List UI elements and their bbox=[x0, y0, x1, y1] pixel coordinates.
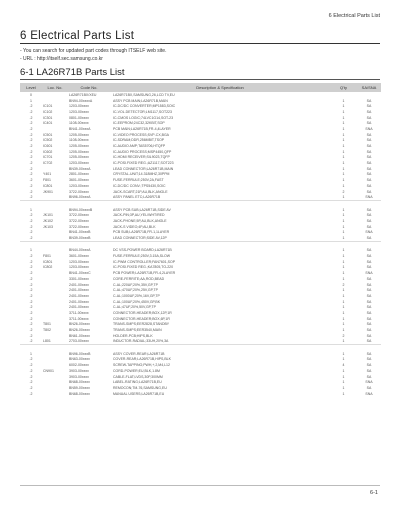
cell-code-no: 3601-00xxxx bbox=[69, 178, 89, 183]
cell-description: SCREW-TAPPING;PWH,+,2,M4,L12 bbox=[113, 363, 170, 368]
cell-description: LA26R71BX,SAMSUNG,26,LCD TV,EU bbox=[113, 92, 175, 97]
cell-code-no: 2401-00xxxx bbox=[69, 305, 89, 310]
cell-code-no: 2401-00xxxx bbox=[69, 282, 89, 287]
cell-description: IC-HDMI RECEIVER;SIL9023,TQFP bbox=[113, 155, 170, 160]
cell-description: PCB MAIN;LA26R71B,FR-4,4LAYER bbox=[113, 126, 171, 131]
cell-qty: 1 bbox=[342, 385, 345, 390]
table-body bbox=[20, 92, 381, 396]
cell-qty: 1 bbox=[342, 305, 345, 310]
cell-loc-no: CN901 bbox=[43, 368, 54, 373]
cell-qty: 1 bbox=[342, 248, 345, 253]
cell-code-no: 1205-00xxxx bbox=[69, 132, 89, 137]
cell-code-no: 2401-00xxxx bbox=[69, 299, 89, 304]
cell-qty: 1 bbox=[342, 155, 345, 160]
cell-sa-sna: SNA bbox=[365, 195, 373, 200]
cell-description: PCB SUB;LA26R71B,FR-1,1LAYER bbox=[113, 230, 170, 235]
cell-level: .2 bbox=[29, 138, 33, 143]
cell-description: IC-PWM CONTROLLER;FAN7601,SOP bbox=[113, 259, 176, 264]
cell-level: 1 bbox=[30, 207, 32, 212]
cell-level: .2 bbox=[29, 195, 33, 200]
cell-sa-sna: SA bbox=[366, 218, 372, 223]
cell-qty: 1 bbox=[342, 368, 345, 373]
cell-loc-no: IC401 bbox=[43, 121, 53, 126]
cell-code-no: 3711-00xxxx bbox=[69, 316, 89, 321]
cell-loc-no: F801 bbox=[43, 178, 51, 183]
header-code-no: Code No. bbox=[68, 83, 110, 92]
cell-qty: 1 bbox=[342, 104, 345, 109]
cell-level: .2 bbox=[29, 213, 33, 218]
cell-description: ASSY PCB MAIN;LA26R71B,MAIN bbox=[113, 98, 168, 103]
cell-level: .2 bbox=[29, 155, 33, 160]
cell-description: TRANS-SMPS;EER3540,MAIN bbox=[113, 328, 162, 333]
cell-qty: 4 bbox=[342, 363, 345, 368]
cell-code-no: BN68-00xxxx bbox=[69, 391, 90, 396]
cell-level: .2 bbox=[29, 374, 33, 379]
cell-description: LABEL-RATING;LA26R71B,EU bbox=[113, 380, 162, 385]
cell-description: C-AL;1000UF,20%,16V,GP,TP bbox=[113, 293, 160, 298]
cell-level: .2 bbox=[29, 144, 33, 149]
cell-code-no: 3301-00xxxx bbox=[69, 276, 89, 281]
cell-sa-sna: SA bbox=[366, 132, 372, 137]
cell-qty: 1 bbox=[342, 218, 345, 223]
cell-sa-sna: SNA bbox=[365, 271, 373, 276]
cell-description: C-AL;220UF,20%,35V,GP,TP bbox=[113, 282, 158, 287]
cell-qty: 1 bbox=[342, 374, 345, 379]
cell-code-no: 2801-00xxxx bbox=[69, 172, 89, 177]
parts-table-wrap bbox=[20, 83, 381, 396]
cell-level: .2 bbox=[29, 310, 33, 315]
section-title: 6 Electrical Parts List bbox=[20, 30, 135, 42]
cell-level: .2 bbox=[29, 218, 33, 223]
cell-loc-no: IC601 bbox=[43, 144, 53, 149]
cell-level: .2 bbox=[29, 357, 33, 362]
page-number: 6-1 bbox=[370, 490, 378, 496]
cell-qty: 1 bbox=[342, 328, 345, 333]
cell-qty: 1 bbox=[342, 351, 345, 356]
cell-description: IC-POSI.FIXED REG.;KA7805,TO-220 bbox=[113, 265, 174, 270]
parts-table bbox=[20, 83, 381, 396]
cell-code-no: 3903-00xxxx bbox=[69, 374, 89, 379]
cell-level: .2 bbox=[29, 380, 33, 385]
cell-sa-sna: SA bbox=[366, 98, 372, 103]
cell-description: C-AL;100UF,20%,450V,GP,BK bbox=[113, 299, 161, 304]
cell-sa-sna: SA bbox=[366, 138, 372, 143]
cell-level: .2 bbox=[29, 363, 33, 368]
cell-code-no: BN94-00xxxxB bbox=[69, 207, 93, 212]
cell-description: CONNECTOR-HEADER;BOX,12P,1R bbox=[113, 310, 172, 315]
cell-description: HOLDER-PCB;HIPS,BLK bbox=[113, 333, 153, 338]
cell-sa-sna: SA bbox=[366, 115, 372, 120]
cell-code-no: 1205-00xxxx bbox=[69, 149, 89, 154]
cell-sa-sna: SA bbox=[366, 172, 372, 177]
cell-sa-sna: SA bbox=[366, 144, 372, 149]
cell-qty: 1 bbox=[342, 254, 345, 259]
page-header-tag: 6 Electrical Parts List bbox=[328, 13, 380, 19]
cell-code-no: 1203-00xxxx bbox=[69, 109, 89, 114]
cell-level: .2 bbox=[29, 104, 33, 109]
cell-level: .2 bbox=[29, 183, 33, 188]
cell-description: IC-DC/DC CONV.;TPS5430,SOIC bbox=[113, 183, 166, 188]
table-header-row bbox=[20, 83, 381, 92]
subsection-title: 6-1 LA26R71B Parts List bbox=[20, 67, 125, 78]
cell-loc-no: JK901 bbox=[43, 189, 53, 194]
cell-code-no: 1203-00xxxx bbox=[69, 183, 89, 188]
cell-code-no: 3722-00xxxx bbox=[69, 189, 89, 194]
cell-code-no: BN96-00xxxA bbox=[69, 195, 91, 200]
cell-sa-sna: SA bbox=[366, 265, 372, 270]
cell-qty: 1 bbox=[342, 322, 345, 327]
header-sa-sna: SA/SNA bbox=[357, 83, 381, 92]
cell-qty: 1 bbox=[342, 178, 345, 183]
cell-sa-sna: SA bbox=[366, 207, 372, 212]
cell-sa-sna: SNA bbox=[365, 126, 373, 131]
cell-level: .2 bbox=[29, 236, 33, 241]
cell-code-no: BN68-00xxxx bbox=[69, 380, 90, 385]
cell-qty: 1 bbox=[342, 207, 345, 212]
cell-level: .2 bbox=[29, 276, 33, 281]
cell-code-no: 3722-00xxxx bbox=[69, 213, 89, 218]
cell-level: .2 bbox=[29, 126, 33, 131]
cell-description: CORE-FERRITE;AA,ROD,BEAD bbox=[113, 276, 165, 281]
cell-sa-sna: SA bbox=[366, 282, 372, 287]
cell-qty: 1 bbox=[342, 121, 345, 126]
table-row bbox=[20, 391, 381, 397]
cell-loc-no: IC701 bbox=[43, 155, 53, 160]
cell-description: CONNECTOR-HEADER;BOX,6P,1R bbox=[113, 316, 170, 321]
cell-sa-sna: SNA bbox=[365, 230, 373, 235]
cell-qty: 1 bbox=[342, 380, 345, 385]
cell-description: IC-VIDEO PROCESS;SVP-CX,BGA bbox=[113, 132, 170, 137]
cell-code-no: BN39-00xxxA bbox=[69, 166, 91, 171]
cell-loc-no: F801 bbox=[43, 254, 51, 259]
cell-sa-sna: SA bbox=[366, 293, 372, 298]
cell-level: .2 bbox=[29, 391, 33, 396]
cell-level: .2 bbox=[29, 271, 33, 276]
cell-level: .2 bbox=[29, 230, 33, 235]
cell-qty: 1 bbox=[342, 310, 345, 315]
cell-description: JACK-S VIDEO;4P,AU,BLK bbox=[113, 224, 156, 229]
cell-description: FUSE-FERRULE;250V,3.15A,SLOW bbox=[113, 254, 171, 259]
cell-code-no: BN26-00xxxx bbox=[69, 322, 90, 327]
cell-description: LEAD CONNECTOR;LA26R71B,MAIN bbox=[113, 166, 174, 171]
cell-code-no: 3903-00xxxx bbox=[69, 368, 89, 373]
cell-description: C-AL;47UF,20%,50V,GP,TP bbox=[113, 305, 156, 310]
cell-description: JACK-SCART;21P,AU,BLK,ANGLE bbox=[113, 189, 168, 194]
cell-sa-sna: SA bbox=[366, 259, 372, 264]
cell-code-no: BN63-00xxxx bbox=[69, 357, 90, 362]
cell-qty: 1 bbox=[342, 149, 345, 154]
cell-description: COVER-REAR;LA26R71B,HIPS,BLK bbox=[113, 357, 171, 362]
cell-qty: 1 bbox=[342, 236, 345, 241]
cell-sa-sna: SNA bbox=[365, 380, 373, 385]
cell-description: REMOCON;TM-76,SAMSUNG,EU bbox=[113, 385, 167, 390]
cell-sa-sna: SA bbox=[366, 322, 372, 327]
cell-code-no: BN41-00xxxB bbox=[69, 230, 91, 235]
cell-level: .2 bbox=[29, 299, 33, 304]
cell-description: C-AL;470UF,20%,25V,GP,TP bbox=[113, 288, 158, 293]
cell-description: DC VSS-POWER BOARD;LA26R71B bbox=[113, 248, 172, 253]
cell-qty: 1 bbox=[342, 166, 345, 171]
cell-loc-no: IC802 bbox=[43, 265, 53, 270]
cell-level: .2 bbox=[29, 305, 33, 310]
cell-loc-no: Y401 bbox=[43, 172, 52, 177]
cell-qty: 2 bbox=[342, 333, 345, 338]
cell-code-no: LA26R71BX/XEU bbox=[69, 92, 97, 97]
cell-sa-sna: SA bbox=[366, 183, 372, 188]
cell-loc-no: IC801 bbox=[43, 183, 53, 188]
cell-qty: 1 bbox=[342, 293, 345, 298]
cell-sa-sna: SA bbox=[366, 149, 372, 154]
note-url: - URL : http://itself.sec.samsung.co.kr bbox=[20, 56, 103, 62]
cell-description: CABLE-FLAT;LVDS,30P,300MM bbox=[113, 374, 163, 379]
cell-loc-no: IC101 bbox=[43, 104, 53, 109]
cell-sa-sna: SA bbox=[366, 161, 372, 166]
cell-description: INDUCTOR-RADIAL;33UH,20%,3A bbox=[113, 339, 169, 344]
cell-qty: 1 bbox=[342, 109, 345, 114]
cell-sa-sna: SA bbox=[366, 316, 372, 321]
cell-loc-no: IC102 bbox=[43, 109, 53, 114]
cell-description: IC-CMOS LOGIC;74LVC1G14,SOT-23 bbox=[113, 115, 174, 120]
cell-code-no: 1205-00xxxx bbox=[69, 155, 89, 160]
cell-level: .2 bbox=[29, 189, 33, 194]
cell-loc-no: IC602 bbox=[43, 149, 53, 154]
header-description: Description & Specification bbox=[110, 83, 330, 92]
cell-code-no: 3601-00xxxx bbox=[69, 254, 89, 259]
cell-code-no: 3722-00xxxx bbox=[69, 224, 89, 229]
cell-code-no: BN59-00xxxx bbox=[69, 385, 90, 390]
cell-level: 0 bbox=[30, 92, 32, 97]
cell-loc-no: L801 bbox=[43, 339, 51, 344]
cell-sa-sna: SA bbox=[366, 328, 372, 333]
cell-level: .2 bbox=[29, 293, 33, 298]
cell-loc-no: IC501 bbox=[43, 132, 53, 137]
subsection-rule bbox=[20, 79, 380, 80]
cell-description: TRANS-SMPS;EER2828,STANDBY bbox=[113, 322, 170, 327]
cell-code-no: 3711-00xxxx bbox=[69, 310, 89, 315]
cell-description: JACK-PHONE;5P,AU,BLK,ANGLE bbox=[113, 218, 167, 223]
cell-sa-sna: SA bbox=[366, 385, 372, 390]
cell-description: JACK-PIN;3P,AU,YEL/WHT/RED bbox=[113, 213, 165, 218]
cell-code-no: BN26-00xxxx bbox=[69, 328, 90, 333]
cell-qty: 1 bbox=[342, 138, 345, 143]
cell-qty: 2 bbox=[342, 282, 345, 287]
cell-qty: 1 bbox=[342, 126, 345, 131]
cell-loc-no: T802 bbox=[43, 328, 51, 333]
header-qty: Q'ty bbox=[330, 83, 357, 92]
cell-qty: 1 bbox=[342, 224, 345, 229]
cell-qty: 2 bbox=[342, 189, 345, 194]
cell-code-no: 3722-00xxxx bbox=[69, 218, 89, 223]
cell-qty: 1 bbox=[342, 98, 345, 103]
cell-sa-sna: SA bbox=[366, 224, 372, 229]
cell-description: IC-AUDIO PROCESS;MSP4450,QFP bbox=[113, 149, 172, 154]
cell-level: .2 bbox=[29, 368, 33, 373]
note-search: - You can search for updated part codes through ITSELF web site. bbox=[20, 48, 167, 54]
cell-code-no: BN61-00xxxx bbox=[69, 333, 90, 338]
cell-code-no: 1205-00xxxx bbox=[69, 144, 89, 149]
cell-description: ASSY PANEL ETC;LA26R71B bbox=[113, 195, 161, 200]
cell-level: 1 bbox=[30, 248, 32, 253]
page-rule bbox=[20, 485, 380, 486]
cell-level: .2 bbox=[29, 265, 33, 270]
cell-description: PCB POWER;LA26R71B,FR-4,2LAYER bbox=[113, 271, 176, 276]
cell-description: IC-EEPROM;24C32,32KBIT,SOP bbox=[113, 121, 165, 126]
cell-loc-no: T801 bbox=[43, 322, 51, 327]
cell-description: IC-AUDIO AMP;TAS5706,HTQFP bbox=[113, 144, 166, 149]
cell-level: .2 bbox=[29, 316, 33, 321]
cell-code-no: BN39-00xxxB bbox=[69, 236, 91, 241]
cell-level: .2 bbox=[29, 322, 33, 327]
cell-code-no: BN94-00xxxxA bbox=[69, 98, 93, 103]
cell-code-no: 2401-00xxxx bbox=[69, 293, 89, 298]
header-loc-no: Loc. No. bbox=[42, 83, 68, 92]
cell-sa-sna: SA bbox=[366, 166, 372, 171]
cell-qty: 1 bbox=[342, 115, 345, 120]
cell-code-no: 1203-00xxxx bbox=[69, 104, 89, 109]
cell-qty: 1 bbox=[342, 132, 345, 137]
cell-description: IC-VOL.DETECTOR;LM1117,SOT223 bbox=[113, 109, 172, 114]
cell-sa-sna: SA bbox=[366, 248, 372, 253]
cell-sa-sna: SA bbox=[366, 288, 372, 293]
cell-code-no: 2703-00xxxx bbox=[69, 339, 89, 344]
cell-qty: 1 bbox=[342, 391, 345, 396]
cell-sa-sna: SNA bbox=[365, 391, 373, 396]
section-rule bbox=[20, 43, 380, 44]
cell-sa-sna: SA bbox=[366, 339, 372, 344]
cell-description: IC-DC/DC CONVERTER;MP1583,SOIC bbox=[113, 104, 176, 109]
cell-level: .2 bbox=[29, 333, 33, 338]
cell-level: .2 bbox=[29, 224, 33, 229]
cell-level: .2 bbox=[29, 121, 33, 126]
cell-sa-sna: SA bbox=[366, 109, 372, 114]
cell-level: .2 bbox=[29, 328, 33, 333]
cell-qty: 1 bbox=[342, 195, 345, 200]
cell-level: .2 bbox=[29, 132, 33, 137]
cell-qty: 1 bbox=[342, 357, 345, 362]
cell-qty: 1 bbox=[342, 316, 345, 321]
cell-qty: 1 bbox=[342, 276, 345, 281]
cell-sa-sna: SA bbox=[366, 357, 372, 362]
cell-sa-sna: SA bbox=[366, 236, 372, 241]
cell-code-no: BN44-00xxxA bbox=[69, 248, 91, 253]
cell-sa-sna: SA bbox=[366, 310, 372, 315]
cell-qty: 1 bbox=[342, 259, 345, 264]
cell-qty: 1 bbox=[342, 213, 345, 218]
cell-qty: 1 bbox=[342, 161, 345, 166]
cell-sa-sna: SA bbox=[366, 305, 372, 310]
cell-sa-sna: SA bbox=[366, 351, 372, 356]
cell-sa-sna: SA bbox=[366, 276, 372, 281]
cell-description: ASSY COVER-REAR;LA26R71B bbox=[113, 351, 165, 356]
cell-loc-no: IC702 bbox=[43, 161, 53, 166]
cell-level: 1 bbox=[30, 98, 32, 103]
cell-qty: 1 bbox=[342, 271, 345, 276]
cell-qty: 1 bbox=[342, 172, 345, 177]
cell-sa-sna: SA bbox=[366, 363, 372, 368]
cell-loc-no: IC301 bbox=[43, 115, 53, 120]
cell-sa-sna: SA bbox=[366, 104, 372, 109]
cell-code-no: 2401-00xxxx bbox=[69, 288, 89, 293]
cell-code-no: 1108-00xxxx bbox=[69, 138, 89, 143]
cell-loc-no: IC801 bbox=[43, 259, 53, 264]
cell-code-no: 1203-00xxxx bbox=[69, 259, 89, 264]
cell-sa-sna: SA bbox=[366, 368, 372, 373]
cell-loc-no: JK101 bbox=[43, 213, 53, 218]
cell-level: .2 bbox=[29, 109, 33, 114]
cell-code-no: 6002-00xxxx bbox=[69, 363, 89, 368]
cell-level: .2 bbox=[29, 254, 33, 259]
cell-loc-no: JK103 bbox=[43, 224, 53, 229]
cell-level: 1 bbox=[30, 351, 32, 356]
cell-qty: 1 bbox=[342, 265, 345, 270]
cell-code-no: BN96-00xxxB bbox=[69, 351, 91, 356]
cell-level: .2 bbox=[29, 339, 33, 344]
cell-level: .2 bbox=[29, 166, 33, 171]
cell-level: .2 bbox=[29, 282, 33, 287]
cell-level: .2 bbox=[29, 172, 33, 177]
cell-description: FUSE-FERRULE;250V,2A,FAST bbox=[113, 178, 164, 183]
cell-sa-sna: SA bbox=[366, 254, 372, 259]
cell-level: .2 bbox=[29, 259, 33, 264]
cell-qty: 1 bbox=[342, 183, 345, 188]
cell-sa-sna: SA bbox=[366, 333, 372, 338]
cell-qty: 1 bbox=[342, 339, 345, 344]
cell-code-no: 1203-00xxxx bbox=[69, 161, 89, 166]
cell-qty: 1 bbox=[342, 288, 345, 293]
cell-description: MANUAL USERS;LA26R71B,EU bbox=[113, 391, 165, 396]
cell-level: .2 bbox=[29, 178, 33, 183]
cell-sa-sna: SA bbox=[366, 121, 372, 126]
cell-description: IC-SDRAM;DDR,256MBIT,TSOP bbox=[113, 138, 165, 143]
cell-loc-no: JK102 bbox=[43, 218, 53, 223]
cell-description: ASSY PCB SUB;LA26R71B,SIDE AV bbox=[113, 207, 171, 212]
cell-code-no: 1108-00xxxx bbox=[69, 121, 89, 126]
cell-qty: 1 bbox=[342, 144, 345, 149]
cell-loc-no: IC502 bbox=[43, 138, 53, 143]
cell-description: CRYSTAL-UNIT;14.318MHZ,30PPM bbox=[113, 172, 170, 177]
cell-description: LEAD CONNECTOR;SIDE AV,12P bbox=[113, 236, 167, 241]
cell-sa-sna: SA bbox=[366, 374, 372, 379]
cell-description: IC-POSI.FIXED REG.;AZ1117,SOT223 bbox=[113, 161, 174, 166]
cell-qty: 1 bbox=[342, 230, 345, 235]
cell-loc-no bbox=[42, 391, 68, 397]
cell-level: .2 bbox=[29, 115, 33, 120]
cell-sa-sna: SA bbox=[366, 189, 372, 194]
cell-level: .2 bbox=[29, 288, 33, 293]
cell-sa-sna: SA bbox=[366, 155, 372, 160]
cell-code-no: BN41-00xxxA bbox=[69, 126, 91, 131]
cell-qty: 1 bbox=[342, 299, 345, 304]
cell-code-no: 0801-00xxxx bbox=[69, 115, 89, 120]
cell-level: .2 bbox=[29, 149, 33, 154]
cell-sa-sna: SA bbox=[366, 178, 372, 183]
cell-sa-sna: SA bbox=[366, 299, 372, 304]
cell-level: .2 bbox=[29, 161, 33, 166]
cell-description: CORD-POWER;EU,BLK,1.8M bbox=[113, 368, 160, 373]
cell-sa-sna: SA bbox=[366, 213, 372, 218]
cell-level: .2 bbox=[29, 385, 33, 390]
cell-code-no: 1203-00xxxx bbox=[69, 265, 89, 270]
header-level: Level bbox=[20, 83, 42, 92]
cell-code-no: BN41-00xxxC bbox=[69, 271, 91, 276]
